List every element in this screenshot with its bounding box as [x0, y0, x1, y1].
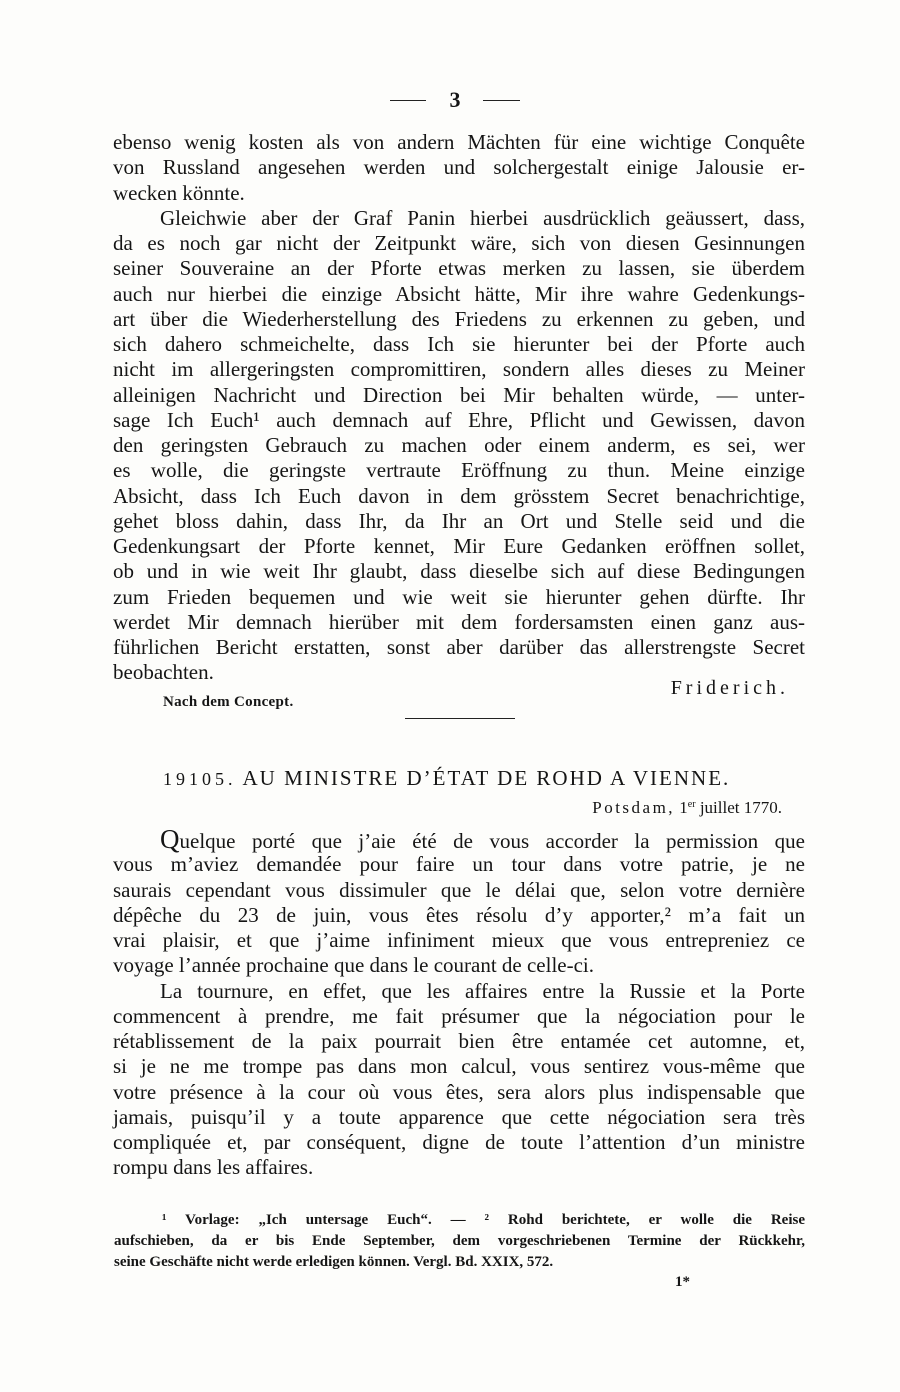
letter-19105-text — [113, 824, 805, 1181]
text-line: den geringsten Gebrauch zu machen oder einem anderm, es sei, wer — [113, 433, 805, 457]
text-line: aufschieben, da er bis Ende September, dem vorgeschriebenen Termine der Rückkehr, — [114, 1233, 805, 1249]
dateline-day: 1 — [679, 798, 688, 817]
text-line: jamais, puisqu’il y a toute apparence que cette négociation sera très — [113, 1104, 805, 1129]
signature: Friderich. — [670, 677, 789, 699]
section-rule — [405, 718, 515, 719]
text-line: voyage l’année prochaine que dans le courant de celle-ci. — [113, 953, 595, 978]
text-line: si je ne me trompe pas dans mon calcul, vous sentirez vous-même que — [113, 1054, 805, 1079]
text-line: zum Frieden bequemen und wie weit sie hierunter gehen dürfte. Ihr — [113, 584, 805, 609]
page-number: 3 — [449, 87, 461, 112]
signature-mark: 1* — [675, 1274, 690, 1290]
dateline-month-year: juillet 1770. — [699, 798, 782, 817]
text-line: seine Geschäfte nicht werde erledigen können. Vergl. Bd. XXIX, 572. — [114, 1254, 554, 1270]
letter-continuation-text — [113, 130, 805, 686]
text-line: auch nur hierbei die einzige Absicht hätte, Mir ihre wahre Gedenkungs- — [113, 281, 805, 306]
text-line: saurais cependant vous dissimuler que le délai que, selon votre dernière — [113, 877, 805, 902]
text-line: werdet Mir demnach hierüber mit dem fordersamsten einen ganz aus- — [113, 609, 805, 634]
paragraph — [113, 979, 805, 1181]
text-line: rétablissement de la paix pourrait bien être entamée cet automne, et, — [113, 1029, 805, 1053]
text-line: compliquée et, par conséquent, digne de toute l’attention d’un ministre — [113, 1130, 805, 1154]
paragraph — [113, 130, 805, 206]
text-line: führlichen Bericht erstatten, sonst aber darüber das allerstrengste Secret — [113, 635, 805, 659]
text-line: es wolle, die geringste vertraute Eröffnung zu thun. Meine einzige — [113, 458, 805, 483]
text-line: gehet bloss dahin, dass Ihr, da Ihr an Ort und Stelle seid und die — [113, 508, 805, 533]
running-head-dash-left — [390, 100, 426, 101]
text-line: ob und in wie weit Ihr glaubt, dass dieselbe sich auf diese Bedingungen — [113, 559, 805, 584]
text-line: wecken könnte. — [113, 180, 245, 205]
text-line: art über die Wiederherstellung des Friedens zu erkennen zu geben, und — [113, 306, 805, 331]
text-line: ebenso wenig kosten als von andern Mächten für eine wichtige Conquête — [113, 130, 805, 154]
paragraph — [114, 1210, 805, 1273]
text-line: Gleichwie aber der Graf Panin hierbei ausdrücklich geäussert, dass, — [160, 205, 805, 230]
paragraph — [113, 824, 805, 979]
text-line: vrai plaisir, et que j’aime infiniment mieux que vous entrepreniez ce — [113, 928, 805, 952]
text-line: Absicht, dass Ich Euch davon in dem grösstem Secret benachrichtige, — [113, 483, 805, 508]
paragraph — [113, 206, 805, 686]
dateline-day-suffix: er — [687, 799, 696, 810]
text-line: ¹ Vorlage: „Ich untersage Euch“. — ² Rohd berichtete, er wolle die Reise — [162, 1212, 805, 1228]
letter-heading — [163, 765, 730, 792]
running-head-dash-right — [483, 100, 520, 101]
text-line: sage Ich Euch¹ auch demnach auf Ehre, Pflicht und Gewissen, davon — [113, 407, 805, 432]
text-line: beobachten. — [113, 660, 214, 685]
text-line: commencent à prendre, me fait présumer que la négociation pour le — [113, 1003, 805, 1028]
dateline-place: Potsdam, — [592, 798, 676, 817]
text-line: rompu dans les affaires. — [113, 1155, 314, 1180]
letter-number: 19105. — [163, 769, 237, 789]
text-line: nicht im allergeringsten compromittiren, sondern alles dieses zu Meiner — [113, 357, 805, 382]
text-line: Gedenkungsart der Pforte kennet, Mir Eure Gedanken eröffnen sollet, — [113, 534, 805, 558]
letter-title: AU MINISTRE D’ÉTAT DE ROHD A VIENNE. — [242, 766, 731, 790]
text-line: dépêche du 23 de juin, vous êtes résolu d’y apporter,² m’a fait un — [113, 902, 805, 927]
text-line: alleinigen Nachricht und Direction bei Mir behalten würde, — unter- — [113, 382, 805, 407]
text-line: Quelque porté que j’aie été de vous accorder la permission que — [160, 824, 805, 854]
text-line: seiner Souveraine an der Pforte etwas merken zu lassen, sie überdem — [113, 256, 805, 281]
source-note: Nach dem Concept. — [163, 694, 294, 710]
footnotes — [114, 1210, 805, 1273]
text-line: von Russland angesehen werden und solchergestalt einige Jalousie er- — [113, 155, 805, 180]
text-line: vous m’aviez demandée pour faire un tour dans votre patrie, je ne — [113, 852, 805, 877]
dateline — [592, 797, 782, 819]
text-line: da es noch gar nicht der Zeitpunkt wäre, sich von diesen Gesinnungen — [113, 231, 805, 255]
text-line: La tournure, en effet, que les affaires entre la Russie et la Porte — [160, 978, 805, 1003]
text-line: sich dahero schmeichelte, dass Ich sie hierunter bei der Pforte auch — [113, 332, 805, 356]
text-line: votre présence à la cour où vous êtes, sera alors plus indispensable que — [113, 1079, 805, 1104]
